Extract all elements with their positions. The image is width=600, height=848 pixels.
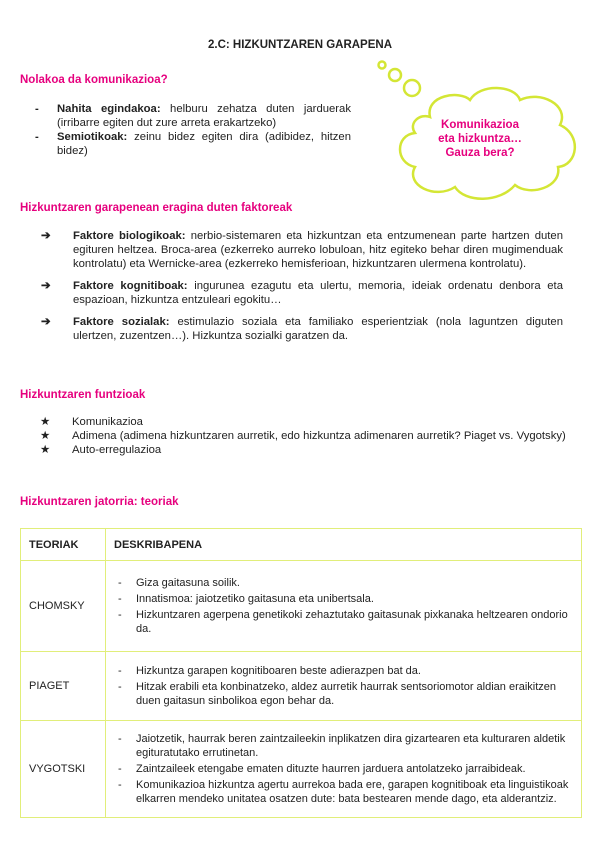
- term: Semiotikoak:: [57, 131, 128, 143]
- section-heading-functions: Hizkuntzaren funtzioak: [20, 389, 146, 401]
- column-header: DESKRIBAPENA: [106, 529, 582, 561]
- arrow-icon: ➔: [41, 230, 51, 242]
- dash-bullet: -: [118, 681, 122, 693]
- term: Faktore sozialak:: [73, 316, 170, 328]
- theorist-name: PIAGET: [21, 652, 106, 721]
- term: Nahita egindakoa:: [57, 103, 161, 115]
- theorist-name: CHOMSKY: [21, 561, 106, 652]
- column-header: TEORIAK: [21, 529, 106, 561]
- arrow-icon: ➔: [41, 280, 51, 292]
- star-icon: ★: [40, 444, 51, 456]
- section-heading-communication: Nolakoa da komunikazioa?: [20, 74, 168, 86]
- item-text: Komunikazioa: [72, 416, 143, 428]
- item-text: Jaiotzetik, haurrak beren zaintzaileekin inplikatzen dira gizartearen eta kulturaren aldetik egituratutako errutinetan.: [136, 733, 566, 759]
- list-item: [35, 130, 351, 158]
- description-cell: [106, 561, 582, 652]
- dash-bullet: -: [118, 733, 122, 745]
- dash-bullet: -: [118, 779, 122, 791]
- table-row: [21, 721, 582, 818]
- list-item: [41, 279, 563, 307]
- list-item: [118, 778, 573, 806]
- list-item: [40, 443, 572, 457]
- item-text: Giza gaitasuna soilik.: [136, 577, 240, 589]
- dash-bullet: -: [35, 103, 39, 115]
- definition: estimulazio soziala eta familiako esperientziak (nola laguntzen diguten ulertzen, zuzentzen…). Hizkuntza sozialki garatzen da.: [73, 316, 563, 342]
- item-text: Innatismoa: jaiotzetiko gaitasuna eta unibertsala.: [136, 593, 374, 605]
- section-heading-theories: Hizkuntzaren jatorria: teoriak: [20, 496, 179, 508]
- functions-list: [40, 415, 572, 457]
- definition: helburu zehatza duten jarduerak (irribarre egiten dut zure arreta erakartzeko): [57, 103, 351, 129]
- term: Faktore biologikoak:: [73, 230, 186, 242]
- table-row: [21, 561, 582, 652]
- list-item: [118, 592, 573, 606]
- dash-bullet: -: [118, 577, 122, 589]
- table-row: [21, 652, 582, 721]
- definition: zeinu bidez egiten dira (adibidez, hitzen bidez): [57, 131, 351, 157]
- page-title: 2.C: HIZKUNTZAREN GARAPENA: [208, 39, 392, 51]
- list-item: [40, 415, 572, 429]
- item-text: Hizkuntza garapen kognitiboaren beste adierazpen bat da.: [136, 665, 421, 677]
- item-text: Komunikazioa hizkuntza agertu aurrekoa bada ere, garapen kognitiboak eta linguistikoak elkarren mendeko unitatea osatzen dute: bata bestearen mende dago, eta alderantziz.: [136, 779, 569, 805]
- list-item: [40, 429, 572, 443]
- cloud-line: Gauza bera?: [445, 147, 515, 159]
- item-text: Auto-erregulazioa: [72, 444, 162, 456]
- dash-bullet: -: [35, 131, 39, 143]
- list-item: [118, 608, 573, 636]
- arrow-icon: ➔: [41, 316, 51, 328]
- description-cell: [106, 652, 582, 721]
- definition: nerbio-sistemaren eta hizkuntzan eta entzumenean parte hartzen duten egituren heltzea. Broca-area (ezkerreko aurreko lobuloan, hitz egiteko behar diren mugimenduak kontrolatu) eta Wernicke-area (ezkerreko hemisferioan, hizkuntzaren ulermena kontrolatu).: [73, 230, 563, 270]
- term: Faktore kognitiboak:: [73, 280, 188, 292]
- star-icon: ★: [40, 430, 51, 442]
- item-text: Hitzak erabili eta konbinatzeko, aldez aurretik haurrak sentsoriomotor aldian eraikitzen duen gaitasun sinbolikoa egon behar da.: [136, 681, 557, 707]
- item-text: Hizkuntzaren agerpena genetikoki zehaztutako gaitasunak pixkanaka heltzearen ondorio da.: [136, 609, 568, 635]
- cloud-line: Komunikazioa: [441, 119, 519, 131]
- item-text: Zaintzaileek etengabe ematen dituzte haurren jarduera antolatzeko jarraibideak.: [136, 763, 526, 775]
- list-item: [118, 680, 573, 708]
- table-header-row: [21, 529, 582, 561]
- list-item: [118, 664, 573, 678]
- star-icon: ★: [40, 416, 51, 428]
- section-heading-factors: Hizkuntzaren garapenean eragina duten faktoreak: [20, 202, 293, 214]
- list-item: [35, 102, 351, 130]
- theories-table: [20, 528, 582, 818]
- description-cell: [106, 721, 582, 818]
- definition: ingurunea ezagutu eta ulertu, memoria, ideiak ordenatu denbora eta espazioan, hizkuntza entzuleari egokitu…: [73, 280, 563, 306]
- dash-bullet: -: [118, 665, 122, 677]
- cloud-text: [410, 118, 550, 160]
- dash-bullet: -: [118, 593, 122, 605]
- list-item: [118, 732, 573, 760]
- factors-list: [41, 229, 563, 343]
- item-text: Adimena (adimena hizkuntzaren aurretik, edo hizkuntza adimenaren aurretik? Piaget vs. Vygotsky): [72, 430, 566, 442]
- list-item: [41, 315, 563, 343]
- dash-bullet: -: [118, 763, 122, 775]
- list-item: [118, 576, 573, 590]
- cloud-line: eta hizkuntza…: [438, 133, 522, 145]
- list-item: [41, 229, 563, 271]
- dash-bullet: -: [118, 609, 122, 621]
- list-item: [118, 762, 573, 776]
- theorist-name: VYGOTSKI: [21, 721, 106, 818]
- communication-list: [35, 102, 351, 158]
